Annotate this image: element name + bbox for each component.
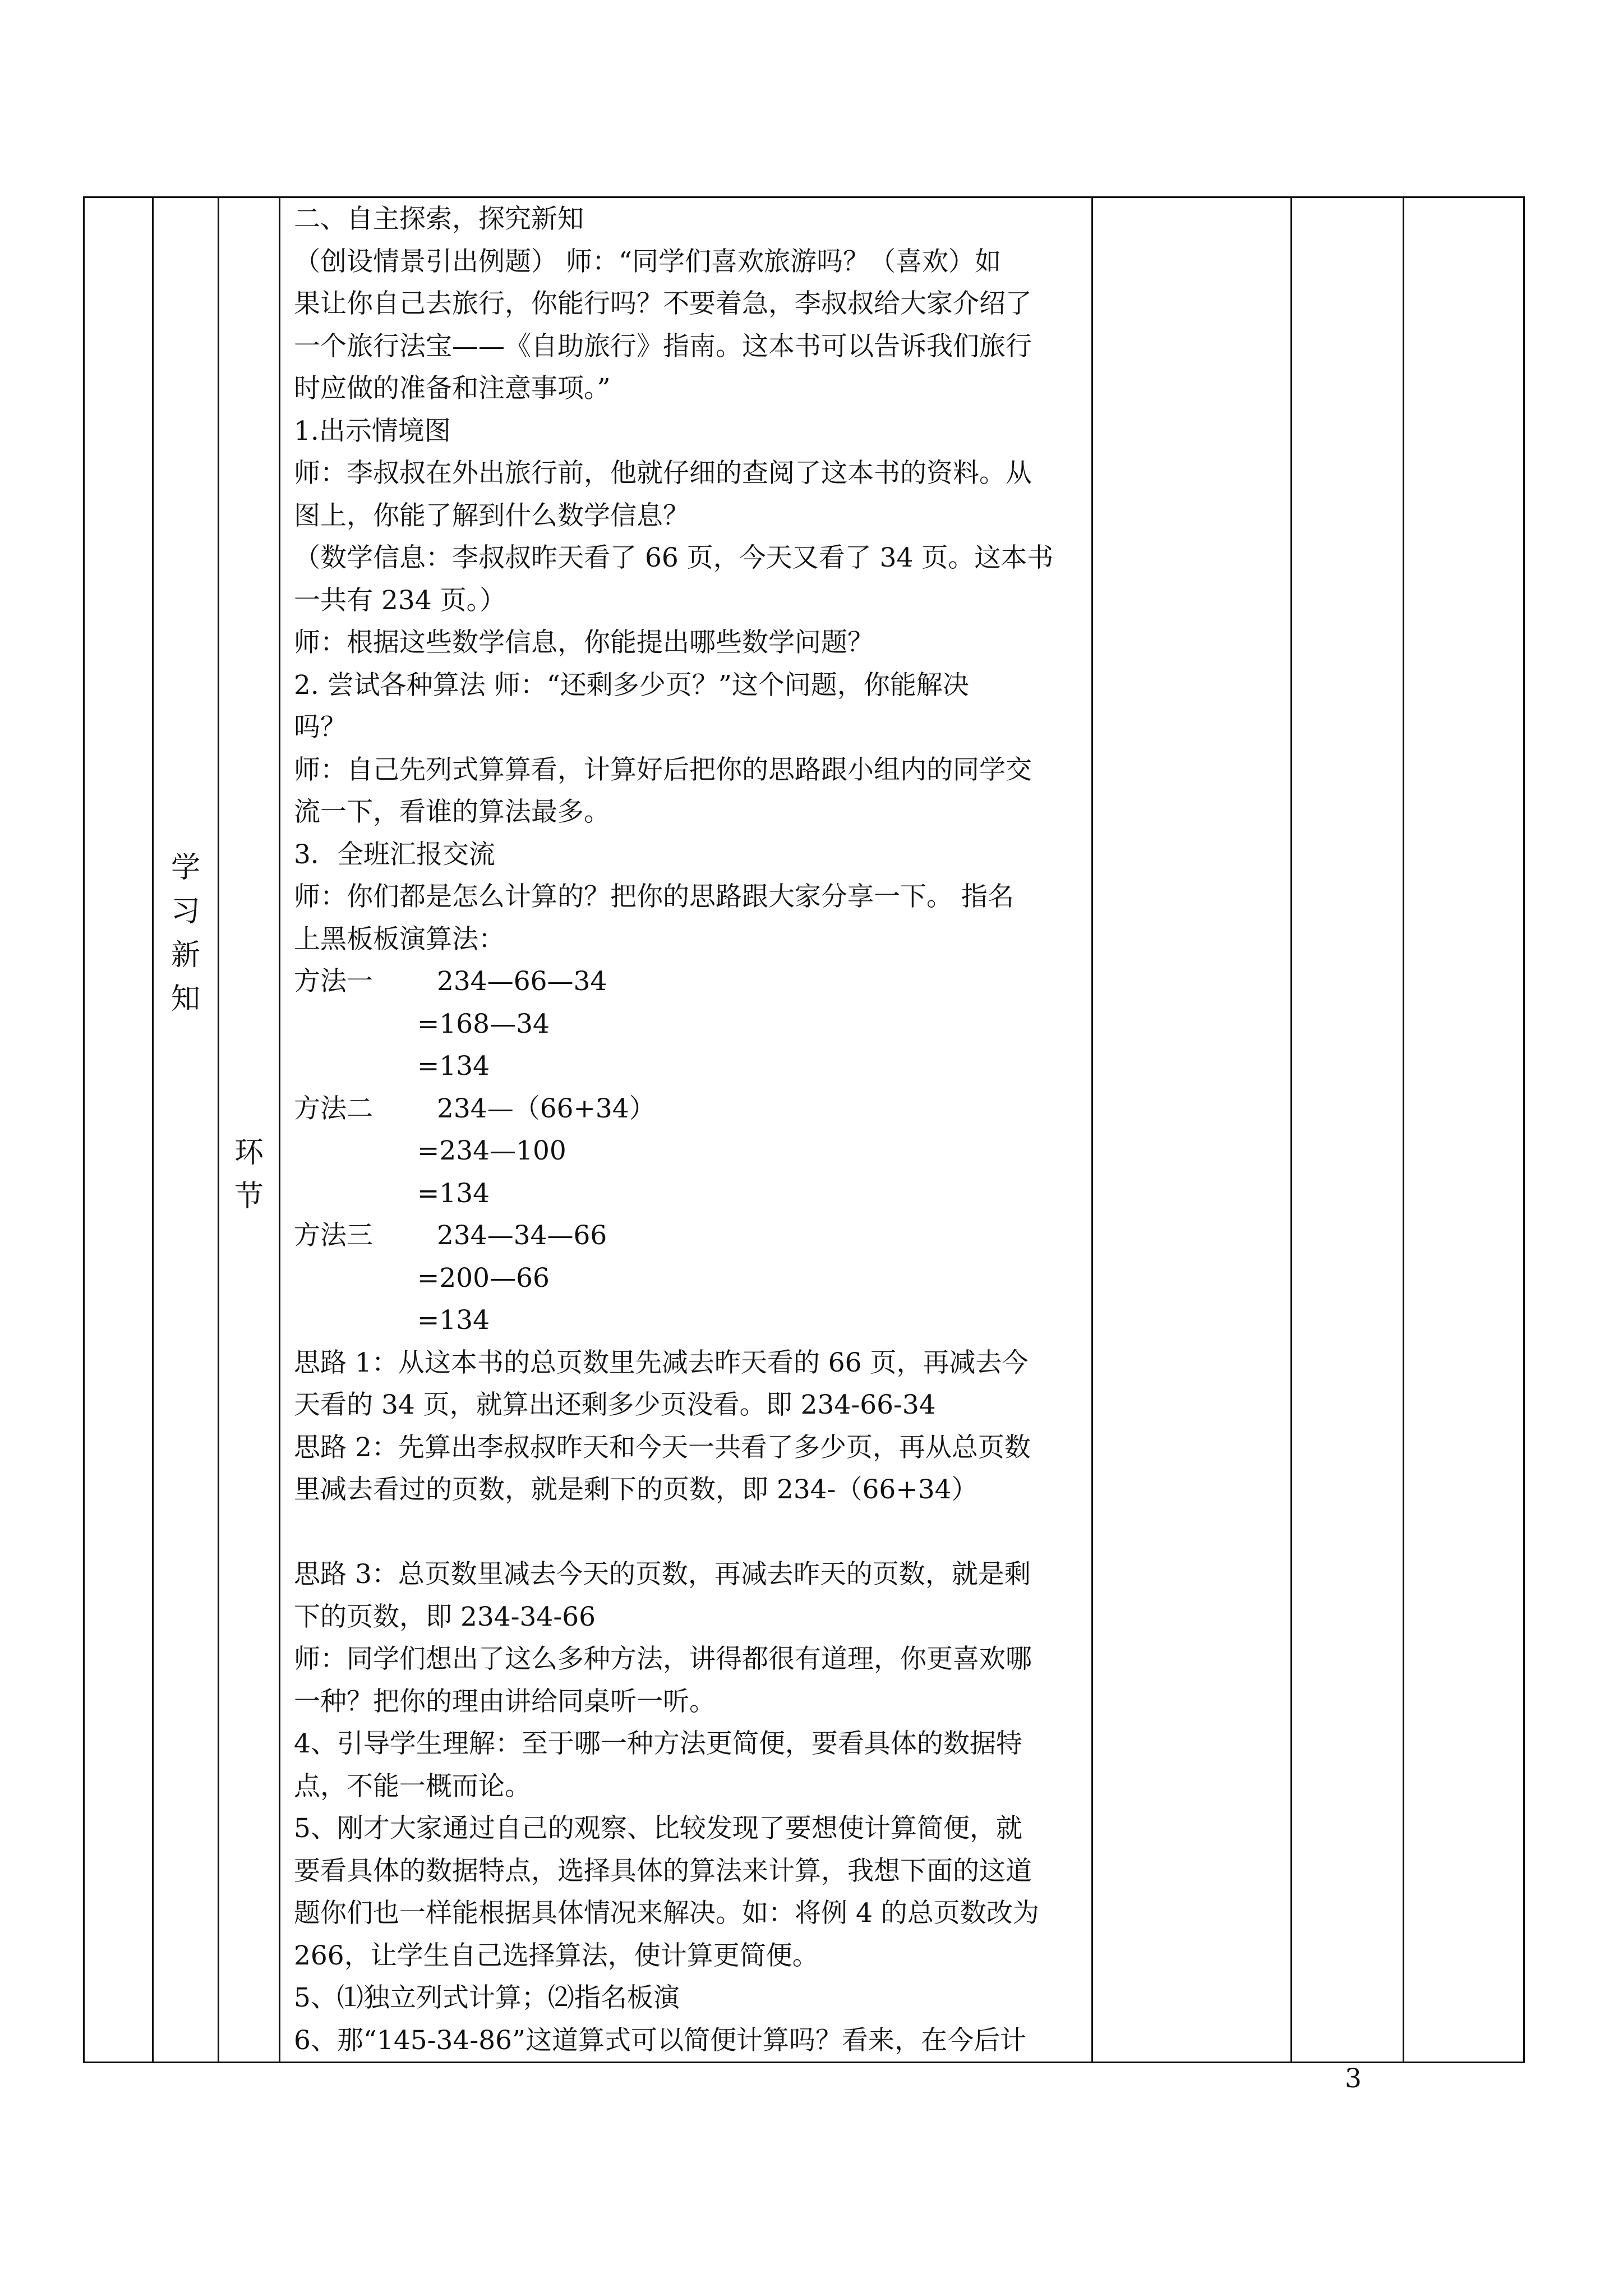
method-step: =168—34 xyxy=(417,1008,550,1039)
discussion-line: 师：同学们想出了这么多种方法，讲得都很有道理，你更喜欢哪 xyxy=(294,1644,1032,1674)
intro-line: 时应做的准备和注意事项。” xyxy=(294,373,611,404)
discussion-line: 题你们也一样能根据具体情况来解决。如：将例 4 的总页数改为 xyxy=(294,1898,1039,1929)
discussion-line: 一种？把你的理由讲给同桌听一听。 xyxy=(294,1686,716,1717)
step1-line: 吗？ xyxy=(294,712,347,743)
table-row xyxy=(84,197,1524,2063)
step-label-cell xyxy=(219,197,280,2063)
step3-title: 3．全班汇报交流 xyxy=(294,839,495,870)
method-step: =134 xyxy=(417,1051,490,1082)
method-step: =234—100 xyxy=(417,1135,566,1166)
step3-line: 师：你们都是怎么计算的？把你的思路跟大家分享一下。 指名 xyxy=(294,881,1014,912)
blank-line xyxy=(294,1511,1083,1554)
step1-line: 师：李叔叔在外出旅行前，他就仔细的查阅了这本书的资料。从 xyxy=(294,458,1032,489)
idea-line: 思路 1：从这本书的总页数里先减去昨天看的 66 页，再减去今 xyxy=(294,1347,1029,1378)
step1-line: 一共有 234 页。） xyxy=(294,585,506,616)
method-name: 方法三 xyxy=(294,1220,373,1251)
idea-line: 天看的 34 页，就算出还剩多少页没看。即 234-66-34 xyxy=(294,1389,936,1420)
idea-line: 下的页数，即 234-34-66 xyxy=(294,1601,596,1632)
discussion-line: 5、⑴独立列式计算；⑵指名板演 xyxy=(294,1982,680,2013)
lesson-content xyxy=(280,198,1091,2062)
discussion-line: 5、刚才大家通过自己的观察、比较发现了要想使计算简便，就 xyxy=(294,1813,1022,1844)
blank-cell-2 xyxy=(1292,197,1404,2063)
step-label: 环节 xyxy=(234,1136,264,1213)
method-expression: 234—（66+34） xyxy=(437,1093,656,1124)
blank-cell-left xyxy=(84,197,153,2063)
method-step: =200—66 xyxy=(417,1262,550,1294)
discussion-line: 6、那“145-34-86”这道算式可以简便计算吗？看来，在今后计 xyxy=(294,2024,1027,2056)
method-name: 方法一 xyxy=(294,966,373,997)
idea-line: 思路 3：总页数里减去今天的页数，再减去昨天的页数，就是剩 xyxy=(294,1559,1031,1590)
method-row xyxy=(294,1214,1083,1257)
intro-line: 果让你自己去旅行，你能行吗？不要着急，李叔叔给大家介绍了 xyxy=(294,288,1032,319)
step1-line: 师：自己先列式算算看，计算好后把你的思路跟小组内的同学交 xyxy=(294,754,1032,785)
discussion-line: 点，不能一概而论。 xyxy=(294,1770,531,1802)
blank-cell-1 xyxy=(1092,197,1292,2063)
discussion-line: 266，让学生自己选择算法，使计算更简便。 xyxy=(294,1940,819,1971)
section-label: 学习新知 xyxy=(170,851,200,1016)
step1-line: 流一下，看谁的算法最多。 xyxy=(294,797,610,827)
step1-line: （数学信息：李叔叔昨天看了 66 页，今天又看了 34 页。这本书 xyxy=(294,542,1054,573)
method-row xyxy=(294,1088,1083,1130)
content-heading: 二、自主探索，探究新知 xyxy=(294,204,584,234)
method-step: =134 xyxy=(417,1177,490,1209)
method-expression: 234—34—66 xyxy=(437,1220,607,1251)
method-step: =134 xyxy=(417,1305,490,1336)
step1-line: 2. 尝试各种算法 师：“还剩多少页？”这个问题，你能解决 xyxy=(294,669,969,701)
section-label-cell xyxy=(153,197,219,2063)
lesson-plan-table xyxy=(83,196,1525,2063)
step1-line: 师：根据这些数学信息，你能提出哪些数学问题？ xyxy=(294,627,874,658)
method-row xyxy=(294,960,1083,1003)
discussion-line: 4、引导学生理解：至于哪一种方法更简便，要看具体的数据特 xyxy=(294,1728,1022,1759)
blank-cell-3 xyxy=(1404,197,1524,2063)
method-name: 方法二 xyxy=(294,1093,373,1124)
step3-line: 上黑板板演算法： xyxy=(294,923,505,955)
intro-line: 一个旅行法宝——《自助旅行》指南。这本书可以告诉我们旅行 xyxy=(294,330,1032,362)
step1-line: 图上，你能了解到什么数学信息？ xyxy=(294,500,689,531)
idea-line: 思路 2：先算出李叔叔昨天和今天一共看了多少页，再从总页数 xyxy=(294,1432,1031,1463)
content-cell xyxy=(280,197,1092,2063)
method-expression: 234—66—34 xyxy=(437,966,607,997)
intro-line: （创设情景引出例题） 师：“同学们喜欢旅游吗？（喜欢）如 xyxy=(294,246,1001,277)
step1-title: 1.出示情境图 xyxy=(294,415,451,447)
discussion-line: 要看具体的数据特点，选择具体的算法来计算，我想下面的这道 xyxy=(294,1855,1032,1887)
page-number: 3 xyxy=(1345,2063,1362,2094)
idea-line: 里减去看过的页数，就是剩下的页数，即 234-（66+34） xyxy=(294,1474,978,1505)
